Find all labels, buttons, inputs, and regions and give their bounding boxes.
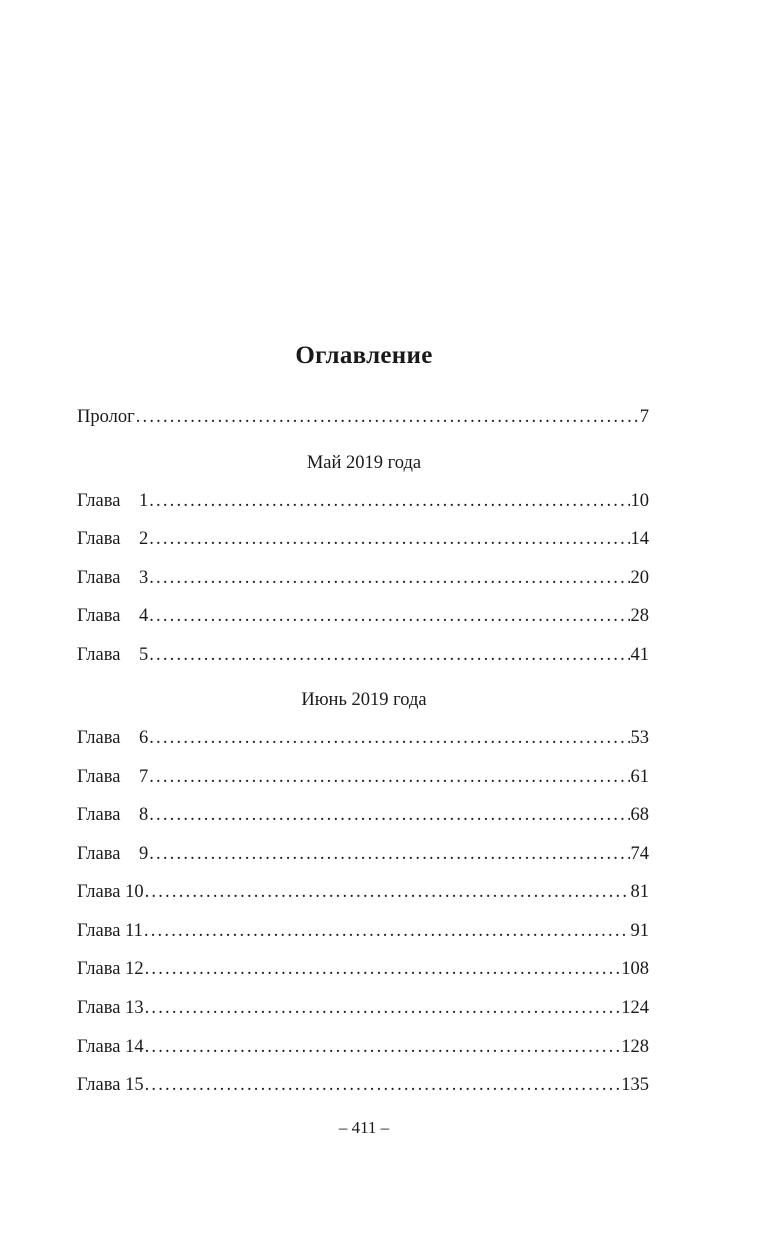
toc-entry-page: 20 <box>630 568 649 588</box>
dot-leader <box>144 919 630 943</box>
section-heading-may: Май 2019 года <box>306 453 422 473</box>
toc-entry-label: Глава 6 <box>77 728 149 748</box>
toc-entry-page: 135 <box>621 1075 649 1095</box>
section-heading-june: Июнь 2019 года <box>301 690 427 710</box>
toc-entry-label: Глава 10 <box>77 882 144 902</box>
toc-entry-chapter-2[interactable] <box>77 527 649 551</box>
toc-entry-chapter-14[interactable] <box>77 1035 649 1059</box>
toc-entry-chapter-1[interactable] <box>77 489 649 513</box>
dot-leader <box>149 765 629 789</box>
toc-entry-label: Глава 14 <box>77 1037 144 1057</box>
toc-entry-page: 28 <box>630 606 649 626</box>
toc-entry-page: 81 <box>630 882 649 902</box>
toc-entry-page: 53 <box>630 728 649 748</box>
toc-entry-chapter-13[interactable] <box>77 996 649 1020</box>
dot-leader <box>149 527 629 551</box>
toc-entry-page: 10 <box>630 491 649 511</box>
toc-entry-page: 91 <box>630 921 649 941</box>
toc-entry-label: Глава 12 <box>77 959 144 979</box>
toc-entry-label: Глава 1 <box>77 491 149 511</box>
toc-entry-page: 7 <box>639 407 649 427</box>
toc-entry-label: Глава 11 <box>77 921 143 941</box>
toc-entry-page: 61 <box>630 767 649 787</box>
toc-entry-chapter-11[interactable] <box>77 919 649 943</box>
toc-entry-chapter-6[interactable] <box>77 726 649 750</box>
toc-entry-prologue[interactable] <box>77 405 649 429</box>
page-title: Оглавление <box>295 342 433 369</box>
dot-leader <box>136 405 639 429</box>
toc-entry-page: 128 <box>621 1037 649 1057</box>
toc-entry-page: 74 <box>630 844 649 864</box>
toc-entry-label: Глава 15 <box>77 1075 144 1095</box>
dot-leader <box>145 1035 621 1059</box>
dot-leader <box>145 996 621 1020</box>
toc-entry-label: Пролог <box>77 407 135 427</box>
toc-entry-label: Глава 9 <box>77 844 149 864</box>
dot-leader <box>149 842 629 866</box>
toc-entry-page: 14 <box>630 529 649 549</box>
toc-entry-chapter-7[interactable] <box>77 765 649 789</box>
toc-entry-label: Глава 2 <box>77 529 149 549</box>
dot-leader <box>149 726 629 750</box>
toc-entry-chapter-5[interactable] <box>77 643 649 667</box>
dot-leader <box>145 880 630 904</box>
toc-entry-chapter-12[interactable] <box>77 957 649 981</box>
toc-entry-chapter-15[interactable] <box>77 1073 649 1097</box>
dot-leader <box>149 803 629 827</box>
toc-entry-label: Глава 13 <box>77 998 144 1018</box>
toc-entry-label: Глава 8 <box>77 805 149 825</box>
toc-entry-page: 41 <box>630 645 649 665</box>
toc-entry-page: 68 <box>630 805 649 825</box>
dot-leader <box>149 489 629 513</box>
toc-entry-chapter-4[interactable] <box>77 604 649 628</box>
dot-leader <box>149 604 629 628</box>
toc-entry-chapter-10[interactable] <box>77 880 649 904</box>
dot-leader <box>149 566 629 590</box>
toc-entry-label: Глава 3 <box>77 568 149 588</box>
toc-entry-chapter-9[interactable] <box>77 842 649 866</box>
toc-entry-label: Глава 7 <box>77 767 149 787</box>
toc-entry-chapter-8[interactable] <box>77 803 649 827</box>
toc-entry-page: 124 <box>621 998 649 1018</box>
page-number: – 411 – <box>338 1118 390 1137</box>
dot-leader <box>149 643 629 667</box>
toc-entry-label: Глава 5 <box>77 645 149 665</box>
dot-leader <box>145 957 621 981</box>
toc-entry-page: 108 <box>621 959 649 979</box>
toc-entry-label: Глава 4 <box>77 606 149 626</box>
dot-leader <box>145 1073 621 1097</box>
toc-entry-chapter-3[interactable] <box>77 566 649 590</box>
